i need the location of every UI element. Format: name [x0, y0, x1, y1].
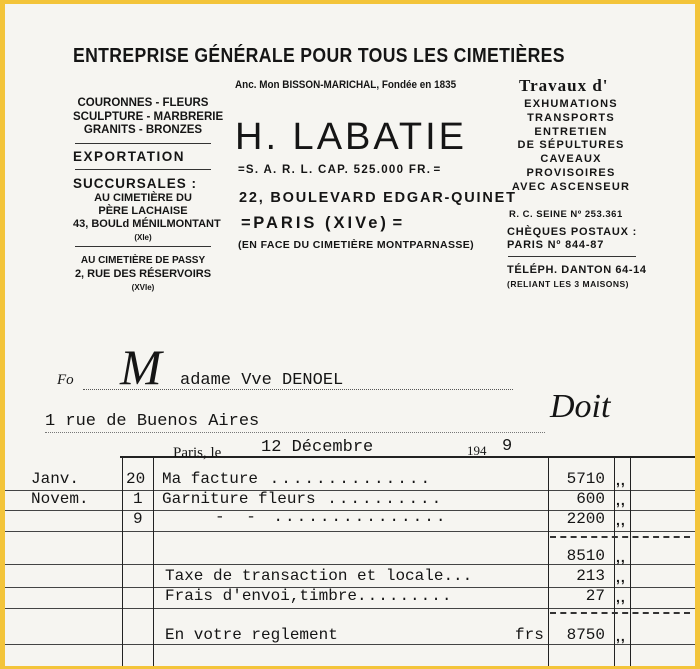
company-location-note: (EN FACE DU CIMETIÈRE MONTPARNASSE): [238, 239, 475, 251]
row-amount: 600: [576, 490, 605, 508]
ruled-line: [5, 531, 695, 532]
branch-line: AU CIMETIÈRE DU: [94, 192, 192, 204]
succursales-title: SUCCURSALES :: [73, 176, 198, 191]
charge-amount: 27: [585, 587, 605, 605]
row-label: Garniture fleurs ..........: [162, 490, 444, 508]
registry-number: R. C. SEINE Nº 253.361: [509, 209, 623, 220]
service-line: GRANITS - BRONZES: [83, 124, 203, 136]
cents-mark: ,,: [616, 512, 626, 528]
row-amount: 2200: [566, 510, 605, 528]
succursale-pere-lachaise: [73, 192, 221, 244]
export-label: EXPORTATION: [73, 149, 186, 164]
branch-line: 43, BOULd MÉNILMONTANT: [73, 218, 221, 230]
capital-text: S. A. R. L. CAP. 525.000 FR.: [245, 164, 432, 176]
city-text: PARIS (XIVe): [253, 214, 389, 232]
subtotal-separator: [550, 536, 690, 538]
divider: [508, 256, 636, 257]
row-label-text: Garniture fleurs: [162, 490, 316, 508]
cents-mark: ,,: [616, 472, 626, 488]
recipient-prefix: Fo: [57, 372, 74, 388]
travaux-item: EXHUMATIONS: [524, 98, 618, 110]
company-capital: = S. A. R. L. CAP. 525.000 FR. =: [238, 164, 440, 176]
invoice-date: 12 Décembre: [261, 438, 374, 457]
ruled-line: [5, 644, 695, 645]
branch-line: (XVIe): [131, 283, 155, 292]
service-line: COURONNES - FLEURS: [77, 97, 209, 109]
branch-line: (XIe): [134, 233, 152, 242]
cents-mark: ,,: [616, 549, 626, 565]
row-day: 20: [126, 470, 146, 488]
travaux-list: [505, 98, 637, 195]
cheque-line: CHÈQUES POSTAUX :: [507, 226, 638, 238]
row-month: Novem.: [31, 490, 89, 508]
travaux-item: AVEC ASCENSEUR: [511, 180, 631, 193]
recipient-name: adame Vve DENOEL: [180, 371, 344, 390]
subtotal-amount: 8510: [566, 547, 605, 565]
column-divider: [122, 456, 123, 666]
travaux-heading: Travaux d': [519, 76, 609, 95]
charge-label: Frais d'envoi,timbre.........: [165, 587, 453, 605]
total-separator: [550, 612, 690, 614]
row-day: 1: [133, 490, 143, 508]
recipient-initial: M: [120, 339, 162, 395]
row-label: Ma facture ..............: [162, 470, 433, 488]
date-prefix: Paris, le: [173, 445, 222, 461]
row-label-text: Ma facture: [162, 470, 259, 488]
total-label: En votre reglement: [165, 626, 338, 644]
charge-label-text: Frais d'envoi,timbre: [165, 587, 358, 605]
divider: [75, 143, 211, 144]
column-divider: [614, 456, 615, 666]
services-list: [73, 97, 224, 138]
row-month: Janv.: [31, 470, 80, 488]
telephone-note: (RELIANT LES 3 MAISONS): [507, 279, 630, 289]
company-address: 22, BOULEVARD EDGAR-QUINET: [239, 190, 517, 206]
invoice-document: [5, 4, 695, 666]
total-amount: 8750: [566, 626, 605, 644]
postal-cheques: [507, 226, 637, 251]
row-amount: 5710: [566, 470, 605, 488]
branch-line: PÈRE LACHAISE: [98, 205, 188, 217]
column-divider: [153, 456, 154, 666]
cents-mark: ,,: [616, 569, 626, 585]
branch-line: AU CIMETIÈRE DE PASSY: [80, 255, 206, 266]
row-day: 9: [133, 510, 143, 528]
doit-label: Doit: [550, 388, 611, 425]
charge-amount: 213: [576, 567, 605, 585]
column-divider: [630, 456, 631, 666]
company-city: = PARIS (XIVe) =: [241, 214, 402, 232]
row-label-text: - -: [215, 508, 262, 526]
succursale-passy: [73, 254, 213, 295]
ruled-line: [5, 608, 695, 609]
divider: [75, 169, 211, 170]
cents-mark: ,,: [616, 589, 626, 605]
cents-mark: ,,: [616, 492, 626, 508]
telephone: TÉLÉPH. DANTON 64-14: [507, 264, 647, 276]
charge-label-text: Taxe de transaction et locale.: [165, 567, 454, 585]
travaux-item: CAVEAUX: [540, 153, 602, 166]
service-line: SCULPTURE - MARBRERIE: [73, 110, 224, 123]
year-prefix: 194: [467, 443, 487, 458]
row-label: - - ...............: [215, 508, 448, 526]
travaux-item: PROVISOIRES: [526, 166, 616, 179]
recipient-address: 1 rue de Buenos Aires: [45, 412, 260, 431]
travaux-item: ENTRETIEN: [534, 125, 608, 138]
travaux-item: TRANSPORTS: [527, 111, 615, 124]
company-name: H. LABATIE: [235, 116, 468, 158]
letterhead-title: ENTREPRISE GÉNÉRALE POUR TOUS LES CIMETIÈRES: [73, 44, 565, 67]
travaux-item: DE SÉPULTURES: [517, 139, 625, 152]
year-digit: 9: [502, 437, 513, 456]
cheque-line: PARIS Nº 844-87: [507, 238, 605, 251]
divider: [75, 246, 211, 247]
cents-mark: ,,: [616, 628, 626, 644]
address-underline: [45, 432, 545, 433]
charge-label: Taxe de transaction et locale...: [165, 567, 473, 585]
founded-line: Anc. Mon BISSON-MARICHAL, Fondée en 1835: [235, 79, 457, 91]
total-currency: frs: [515, 626, 544, 644]
branch-line: 2, RUE DES RÉSERVOIRS: [74, 267, 212, 280]
